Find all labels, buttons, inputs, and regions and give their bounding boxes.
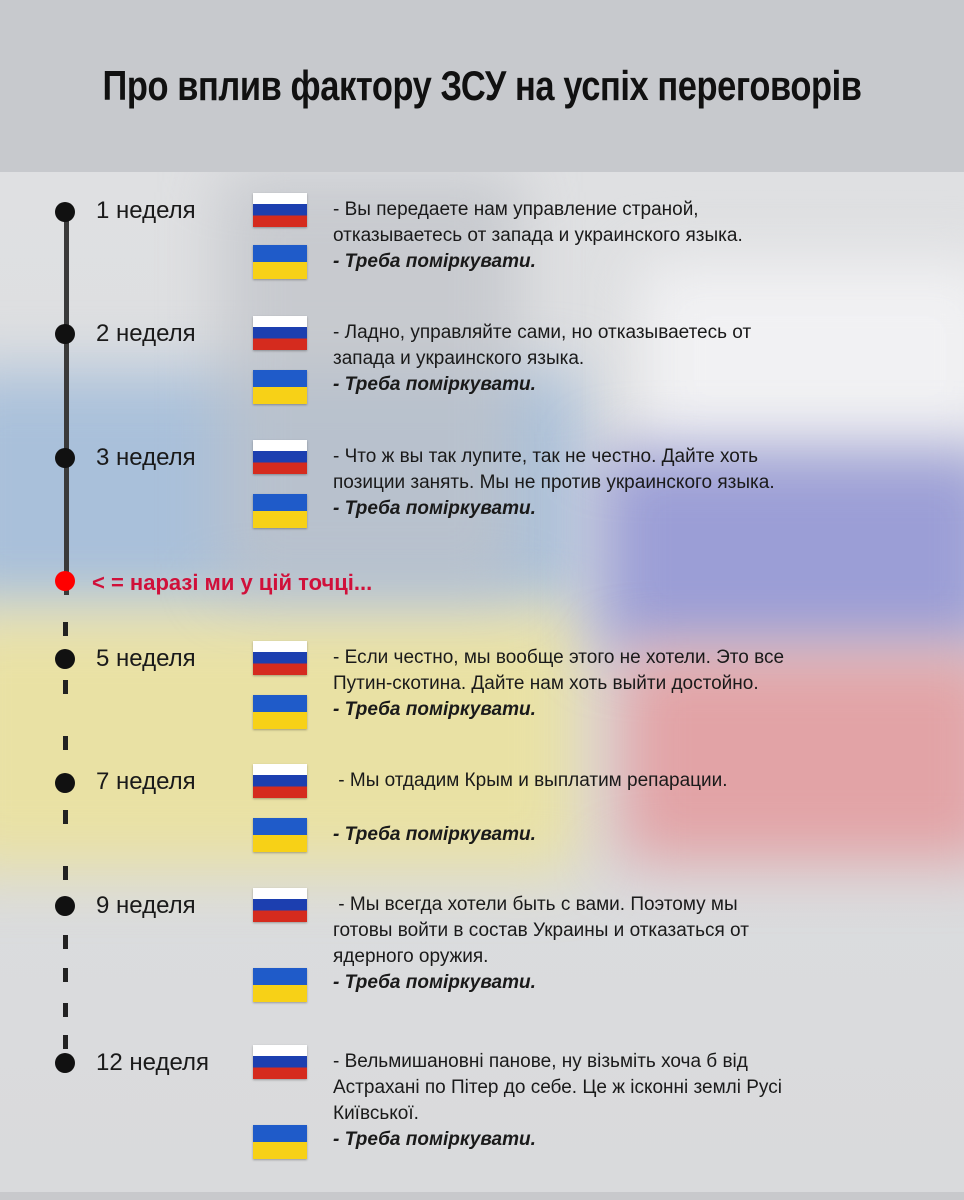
ukraine-flag-icon [253, 370, 307, 404]
timeline-dash [63, 935, 68, 949]
dialogue [333, 768, 893, 848]
dialogue [333, 444, 893, 522]
ukraine-reply: - Треба поміркувати. [333, 498, 536, 519]
timeline-dash [63, 1003, 68, 1017]
russia-line: Путин-скотина. Дайте нам хоть выйти достойно. [333, 673, 759, 694]
dialogue [333, 645, 893, 723]
week-label: 2 неделя [96, 320, 196, 347]
russia-flag-icon [253, 641, 307, 675]
russia-flag-icon [253, 764, 307, 798]
page-title: Про вплив фактору ЗСУ на успіх переговорів [102, 62, 862, 109]
russia-flag-icon [253, 1045, 307, 1079]
russia-flag-icon [253, 440, 307, 474]
ukraine-flag-icon [253, 818, 307, 852]
ukraine-reply: - Треба поміркувати. [333, 1129, 536, 1150]
timeline-dash [63, 866, 68, 880]
week-label: 3 неделя [96, 444, 196, 471]
dialogue [333, 197, 893, 275]
footer-bar [0, 1192, 964, 1200]
week-label: 1 неделя [96, 197, 196, 224]
ukraine-reply: - Треба поміркувати. [333, 251, 536, 272]
week-label: 12 неделя [96, 1049, 209, 1076]
russia-line: - Ладно, управляйте сами, но отказываетесь от [333, 322, 752, 343]
timeline-dot [55, 324, 75, 344]
ukraine-flag-icon [253, 1125, 307, 1159]
ukraine-reply: - Треба поміркувати. [333, 374, 536, 395]
ukraine-flag-icon [253, 968, 307, 1002]
timeline-dash [63, 810, 68, 824]
timeline-dot [55, 773, 75, 793]
russia-line: готовы войти в состав Украины и отказаться от [333, 920, 749, 941]
timeline-dot [55, 896, 75, 916]
ukraine-reply: - Треба поміркувати. [333, 699, 536, 720]
current-point-dot [55, 571, 75, 591]
russia-flag-icon [253, 193, 307, 227]
russia-flag-icon [253, 316, 307, 350]
week-label: 5 неделя [96, 645, 196, 672]
russia-line: - Если честно, мы вообще этого не хотели. Это все [333, 647, 785, 668]
russia-flag-icon [253, 888, 307, 922]
timeline-dot [55, 202, 75, 222]
russia-line: позиции занять. Мы не против украинского языка. [333, 472, 775, 493]
russia-line: ядерного оружия. [333, 946, 489, 967]
russia-line: запада и украинского языка. [333, 348, 585, 369]
russia-line: - Вельмишановні панове, ну візьміть хоча б від [333, 1051, 748, 1072]
russia-line: отказываетесь от запада и украинского языка. [333, 225, 743, 246]
timeline-dot [55, 448, 75, 468]
header [0, 0, 964, 172]
russia-line: - Мы всегда хотели быть с вами. Поэтому мы [333, 894, 738, 915]
timeline-dash [63, 1035, 68, 1049]
russia-line: - Вы передаете нам управление страной, [333, 199, 699, 220]
timeline-solid [64, 205, 69, 595]
russia-line: Астрахані по Пітер до себе. Це ж ісконні землі Русі [333, 1077, 782, 1098]
dialogue [333, 1049, 893, 1153]
timeline-dash [63, 622, 68, 636]
timeline-dash [63, 736, 68, 750]
timeline-dash [63, 680, 68, 694]
timeline-dot [55, 1053, 75, 1073]
week-label: 9 неделя [96, 892, 196, 919]
ukraine-flag-icon [253, 245, 307, 279]
dialogue [333, 892, 893, 996]
dialogue [333, 320, 893, 398]
ukraine-reply: - Треба поміркувати. [333, 824, 536, 845]
ukraine-flag-icon [253, 494, 307, 528]
timeline-dot [55, 649, 75, 669]
russia-line: - Мы отдадим Крым и выплатим репарации. [333, 770, 728, 791]
ukraine-flag-icon [253, 695, 307, 729]
russia-line: - Что ж вы так лупите, так не честно. Дайте хоть [333, 446, 759, 467]
ukraine-reply: - Треба поміркувати. [333, 972, 536, 993]
week-label: 7 неделя [96, 768, 196, 795]
russia-line: Київської. [333, 1103, 419, 1124]
timeline-dash [63, 968, 68, 982]
current-point-label: < = наразі ми у цій точці... [92, 570, 373, 595]
